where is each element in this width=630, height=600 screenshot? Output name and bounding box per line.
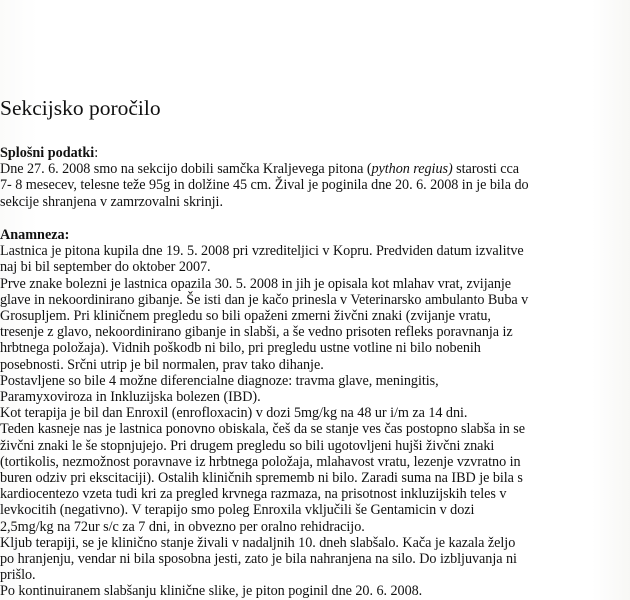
paragraph-line: kardiocentezo vzeta tudi kri za pregled krvnega razmaza, na prisotnost inkluzijskih teles v bbox=[0, 486, 507, 503]
paragraph-line: levkocitih (negativno). V terapijo smo poleg Enroxila vključili še Gentamicin v dozi bbox=[0, 502, 475, 519]
line-text-pre: Dne 27. 6. 2008 smo na sekcijo dobili samčka Kraljevega pitona ( bbox=[0, 161, 372, 178]
paragraph-line: Teden kasneje nas je lastnica ponovno obiskala, češ da se stanje ves čas postopno slabša in se bbox=[0, 421, 526, 438]
paragraph-line: Postavljene so bile 4 možne diferencialne diagnoze: travma glave, meningitis, bbox=[0, 372, 439, 389]
document-title: Sekcijsko poročilo bbox=[0, 96, 161, 120]
paragraph-line: Grosupljem. Pri kliničnem pregledu so bili opaženi zmerni živčni znaki (zvijanje vratu, bbox=[0, 308, 491, 325]
section-anamnesis bbox=[0, 227, 630, 600]
paragraph-line: Paramyxoviroza in Inkluzijska bolezen (IBD). bbox=[0, 389, 261, 406]
paragraph-line: posebnosti. Srčni utrip je bil normalen, prav tako dihanje. bbox=[0, 356, 324, 373]
section-heading-anamnesis: Anamneza: bbox=[0, 227, 70, 243]
paragraph-line: Lastnica je pitona kupila dne 19. 5. 2008 pri vzrediteljici v Kopru. Predviden datum izvalitve bbox=[0, 243, 524, 260]
section-heading-general-text: Splošni podatki bbox=[0, 145, 95, 161]
paragraph-line: Kljub terapiji, se je klinično stanje živali v nadaljnih 10. dneh slabšalo. Kača je kazala željo bbox=[0, 534, 516, 551]
line-text-post: starosti cca bbox=[452, 161, 519, 178]
paragraph-line: živčni znaki le še stopnjujejo. Pri drugem pregledu so bili ugotovljeni hujši živčni znaki bbox=[0, 437, 495, 454]
paragraph-line: po hranjenju, vendar ni bila sposobna jesti, zato je bila nahranjena na silo. Do izbljuvanja ni bbox=[0, 551, 517, 568]
paragraph-line: Kot terapija je bil dan Enroxil (enrofloxacin) v dozi 5mg/kg na 48 ur i/m za 14 dni. bbox=[0, 405, 468, 422]
paragraph-line: Po kontinuiranem slabšanju klinične slike, je piton poginil dne 20. 6. 2008. bbox=[0, 583, 423, 600]
paragraph-line: naj bi bil september do oktober 2007. bbox=[0, 259, 211, 276]
species-latin-name: python regius) bbox=[371, 161, 453, 178]
section-heading-general bbox=[0, 145, 630, 161]
paragraph-line: sekcije shranjena v zamrzovalni skrinji. bbox=[0, 193, 223, 210]
section-general-data bbox=[0, 145, 630, 210]
paragraph-line: tresenje z glavo, nekoordinirano gibanje in slabši, a še vedno prisoten refleks poravnanja iz bbox=[0, 324, 513, 341]
paragraph-line: 7- 8 mesecev, telesne teže 95g in dolžine 45 cm. Žival je poginila dne 20. 6. 2008 in je bila do bbox=[0, 177, 529, 194]
paragraph-line: buren odziv pri ekscitaciji). Ostalih kliničnih sprememb ni bilo. Zaradi suma na IBD je bila s bbox=[0, 470, 523, 487]
paragraph-line: Prve znake bolezni je lastnica opazila 30. 5. 2008 in jih je opisala kot mlahav vrat, zvijanje bbox=[0, 275, 512, 292]
paragraph-line: hrbtnega položaja). Vidnih poškodb ni bilo, pri pregledu ustne votline ni bilo nobenih bbox=[0, 340, 481, 357]
paragraph-line bbox=[0, 161, 630, 177]
paragraph-line: glave in nekoordinirano gibanje. Še isti dan je kačo prinesla v Veterinarsko ambulanto Buba v bbox=[0, 291, 529, 308]
section-heading-general-colon: : bbox=[94, 145, 99, 161]
paragraph-line: 2,5mg/kg na 72ur s/c za 7 dni, in obvezno per oralno rehidracijo. bbox=[0, 518, 365, 535]
paragraph-line: prišlo. bbox=[0, 567, 36, 584]
paragraph-line: (tortikolis, nezmožnost poravnave iz hrbtnega položaja, mlahavost vratu, lezenje vzvratno in bbox=[0, 453, 521, 470]
